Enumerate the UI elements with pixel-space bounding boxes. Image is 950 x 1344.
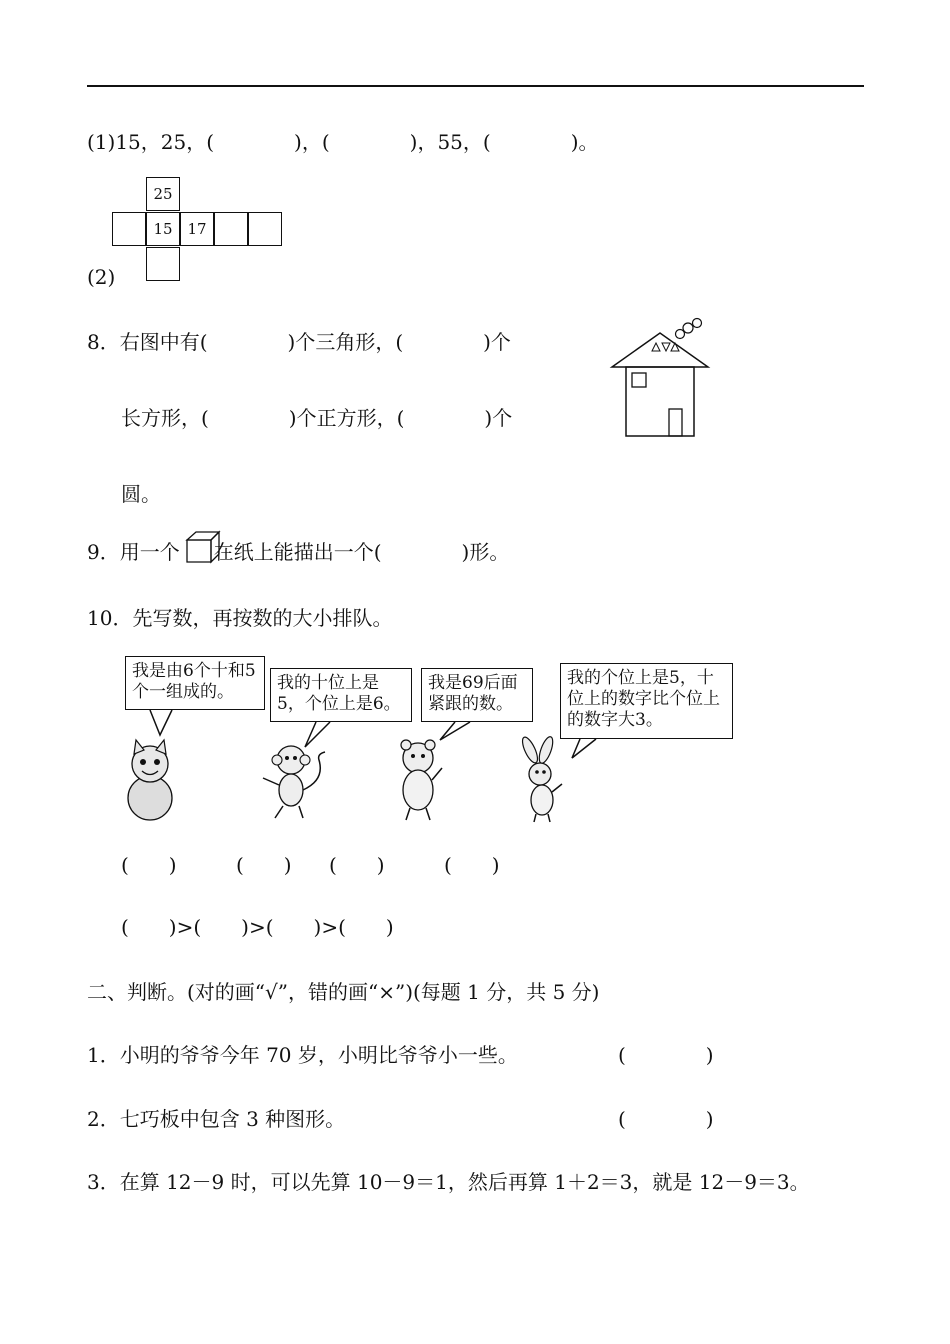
grid-cell-25: 25 bbox=[146, 177, 180, 211]
q9-after: 在纸上能描出一个( )形。 bbox=[213, 540, 510, 564]
q8-line2: 长方形，( )个正方形，( )个 bbox=[121, 406, 513, 430]
bear-icon bbox=[390, 738, 450, 823]
speech-bubble-2: 我的十位上是5，个位上是6。 bbox=[270, 668, 412, 722]
judge-item-2: 2．七巧板中包含 3 种图形。 bbox=[87, 1107, 346, 1131]
speech-bubble-3: 我是69后面紧跟的数。 bbox=[421, 668, 533, 722]
q8-line3: 圆。 bbox=[121, 482, 161, 506]
q9-before: 9．用一个 bbox=[87, 540, 180, 564]
answer-blank-2[interactable]: ( ) bbox=[236, 853, 292, 877]
answer-blank-3[interactable]: ( ) bbox=[329, 853, 385, 877]
grid-cell-17: 17 bbox=[180, 212, 214, 246]
monkey-icon bbox=[255, 740, 335, 825]
cat-icon bbox=[120, 738, 180, 823]
judge-blank-2[interactable]: ( ) bbox=[618, 1107, 714, 1131]
rabbit-icon bbox=[510, 740, 575, 825]
judge-item-3: 3．在算 12－9 时，可以先算 10－9＝1，然后再算 1＋2＝3，就是 12－9＝3。 bbox=[87, 1170, 810, 1194]
answer-blank-1[interactable]: ( ) bbox=[121, 853, 177, 877]
order-line[interactable]: ( )>( )>( )>( ) bbox=[121, 915, 394, 939]
answer-blank-4[interactable]: ( ) bbox=[444, 853, 500, 877]
q7-line1: (1)15，25，( )，( )，55，( )。 bbox=[87, 130, 599, 154]
speech-bubble-1: 我是由6个十和5个一组成的。 bbox=[125, 656, 265, 710]
judge-blank-1[interactable]: ( ) bbox=[618, 1043, 714, 1067]
q7-label2: (2) bbox=[87, 265, 116, 289]
q8-line1: 8．右图中有( )个三角形，( )个 bbox=[87, 330, 511, 354]
grid-cell-15: 15 bbox=[146, 212, 180, 246]
speech-bubble-4: 我的个位上是5，十位上的数字比个位上的数字大3。 bbox=[560, 663, 733, 739]
q10-title: 10．先写数，再按数的大小排队。 bbox=[87, 606, 393, 630]
judge-item-1: 1．小明的爷爷今年 70 岁，小明比爷爷小一些。 bbox=[87, 1043, 518, 1067]
section2-title: 二、判断。(对的画“√”，错的画“×”)(每题 1 分，共 5 分) bbox=[87, 980, 600, 1004]
